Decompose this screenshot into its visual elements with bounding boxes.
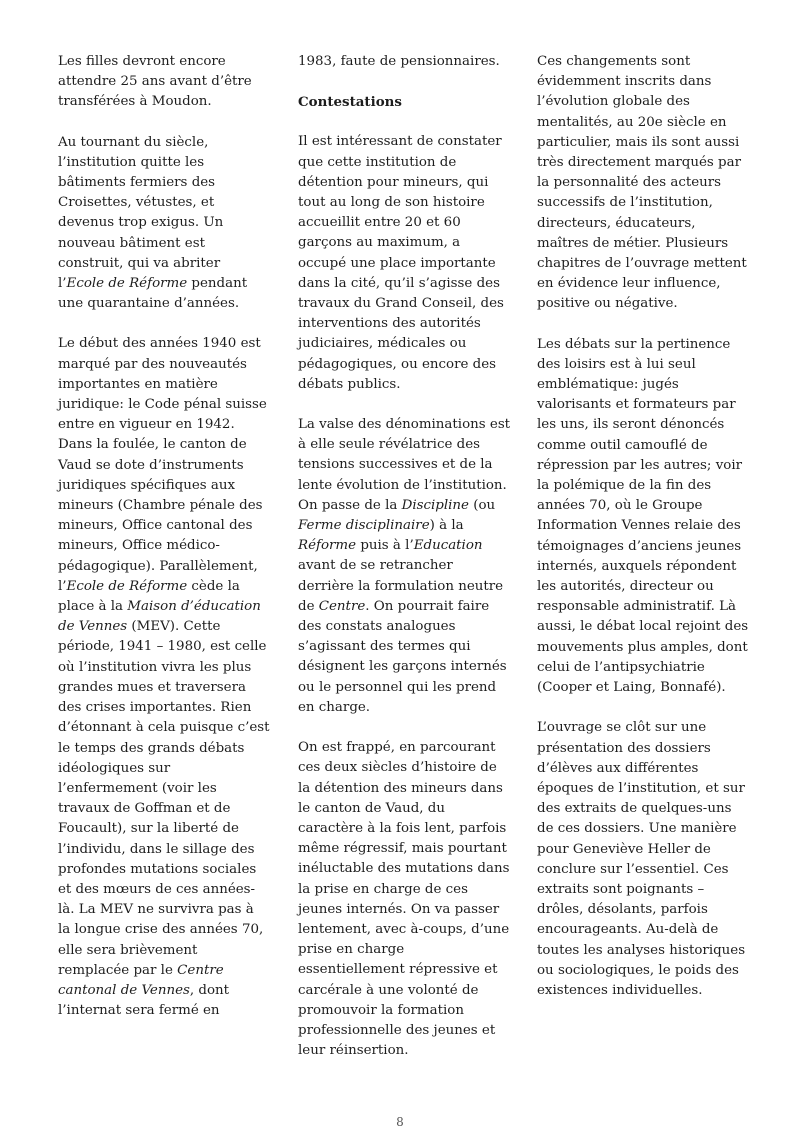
text-run: ) à la bbox=[429, 518, 464, 534]
italic-text: Centre cantonal de Vennes bbox=[58, 962, 224, 998]
text-run: Le début des années 1940 est marqué par des nouveautés importantes en matière juridique: le Code pénal suisse entre en vigueur en 1942. Dans la foulée, le canton de Vaud se dote d’instruments juridiques spécifiques aux mineurs (Chambre pénale des mineurs, Office cantonal des mineurs, Office médico-pédagogique). Parallèlement, l’ bbox=[58, 336, 267, 594]
paragraph bbox=[298, 738, 512, 1061]
section-heading bbox=[298, 92, 512, 112]
paragraph bbox=[58, 334, 270, 1021]
paragraph bbox=[58, 133, 270, 315]
italic-text: Ecole de Réforme bbox=[66, 276, 188, 292]
page-number: 8 bbox=[396, 1115, 404, 1129]
text-run: (MEV). Cette période, 1941 – 1980, est celle où l’institution vivra les plus grandes mues et traversera des crises importantes. Rien d’étonnant à cela puisque c’est le temps des grands débats idéologiques sur l’enfermement (voir les travaux de Goffman et de Foucault), sur la liberté de l’individu, dans le sillage des profondes mutations sociales et des mœurs de ces années-là. La MEV ne survivra pas à la longue crise des années 70, elle sera brièvement remplacée par le bbox=[58, 619, 270, 978]
text-run: , dont l’internat sera fermé en bbox=[58, 982, 230, 1019]
text-run: avant de se retrancher derrière la formulation neutre de bbox=[298, 558, 504, 614]
paragraph bbox=[298, 415, 512, 718]
text-run: pendant une quarantaine d’années. bbox=[58, 276, 248, 312]
text-column-3 bbox=[537, 52, 751, 1021]
paragraph bbox=[537, 52, 751, 315]
italic-text: Ecole de Réforme bbox=[66, 578, 188, 594]
italic-text: Réforme bbox=[298, 538, 357, 554]
text-run: (ou bbox=[468, 497, 496, 513]
italic-text: Ferme disciplinaire bbox=[298, 518, 430, 534]
text-run: Les débats sur la pertinence des loisirs est à lui seul emblématique: jugés valorisants et formateurs par les uns, ils seront dénoncés comme outil camouflé de répression par les autres; voir la polémique de la fin des années 70, où le Groupe Information Vennes relaie des témoignages d’anciens jeunes internés, auxquels répondent les autorités, directeur ou responsable administratif. Là aussi, le débat local rejoint des mouvements plus amples, dont celui de l’antipsychiatrie (Cooper et Laing, Bonnafé). bbox=[537, 336, 749, 696]
text-run: Il est intéressant de constater que cette institution de détention pour mineurs, qui tout au long de son histoire accueillit entre 20 et 60 garçons au maximum, a occupé une place importante dans la cité, qu’il s’agisse des travaux du Grand Conseil, des interventions des autorités judiciaires, médicales ou pédagogiques, ou encore des débats publics. bbox=[298, 134, 504, 392]
text-column-1 bbox=[58, 52, 270, 1041]
text-run: . On pourrait faire des constats analogues s’agissant des termes qui désignent les garçons internés ou le personnel qui les prend en charge. bbox=[298, 598, 507, 715]
text-run: La valse des dénominations est à elle seule révélatrice des tensions successives et de la lente évolution de l’institution. On passe de la bbox=[298, 417, 511, 513]
italic-text: Education bbox=[413, 538, 483, 554]
text-run: puis à l’ bbox=[356, 538, 414, 554]
paragraph bbox=[537, 335, 751, 699]
italic-text: Centre bbox=[318, 598, 366, 614]
text-column-2 bbox=[298, 52, 512, 1081]
text-run: cède la place à la bbox=[58, 578, 240, 615]
paragraph bbox=[537, 718, 751, 1001]
text-run: 1983, faute de pensionnaires. bbox=[298, 54, 500, 69]
italic-text: Discipline bbox=[401, 497, 469, 513]
text-run: Les filles devront encore attendre 25 ans avant d’être transférées à Moudon. bbox=[58, 54, 252, 110]
paragraph bbox=[298, 132, 512, 395]
italic-text: Maison d’éducation de Vennes bbox=[58, 599, 261, 635]
paragraph bbox=[298, 52, 512, 72]
text-run: Ces changements sont évidemment inscrits dans l’évolution globale des mentalités, au 20e siècle en particulier, mais ils sont aussi très directement marqués par la personnalité des acteurs successifs de l’institution, directeurs, éducateurs, maîtres de métier. Plusieurs chapitres de l’ouvrage mettent en évidence leur influence, positive ou négative. bbox=[537, 54, 747, 312]
paragraph bbox=[58, 52, 270, 113]
text-run: On est frappé, en parcourant ces deux siècles d’histoire de la détention des mineurs dans le canton de Vaud, du caractère à la fois lent, parfois même régressif, mais pourtant inéluctable des mutations dans la prise en charge de ces jeunes internés. On va passer lentement, avec à-coups, d’une prise en charge essentiellement répressive et carcérale à une volonté de promouvoir la formation professionnelle des jeunes et leur réinsertion. bbox=[298, 740, 510, 1059]
text-run: L’ouvrage se clôt sur une présentation des dossiers d’élèves aux différentes époques de l’institution, et sur des extraits de quelques-uns de ces dossiers. Une manière pour Geneviève Heller de conclure sur l’essentiel. Ces extraits sont poignants – drôles, désolants, parfois encourageants. Au-delà de toutes les analyses historiques ou sociologiques, le poids des existences individuelles. bbox=[537, 720, 746, 998]
text-run: Contestations bbox=[298, 94, 402, 111]
text-run: Au tournant du siècle, l’institution quitte les bâtiments fermiers des Croisettes, vétustes, et devenus trop exigus. Un nouveau bâtiment est construit, qui va abriter l’ bbox=[58, 134, 224, 292]
